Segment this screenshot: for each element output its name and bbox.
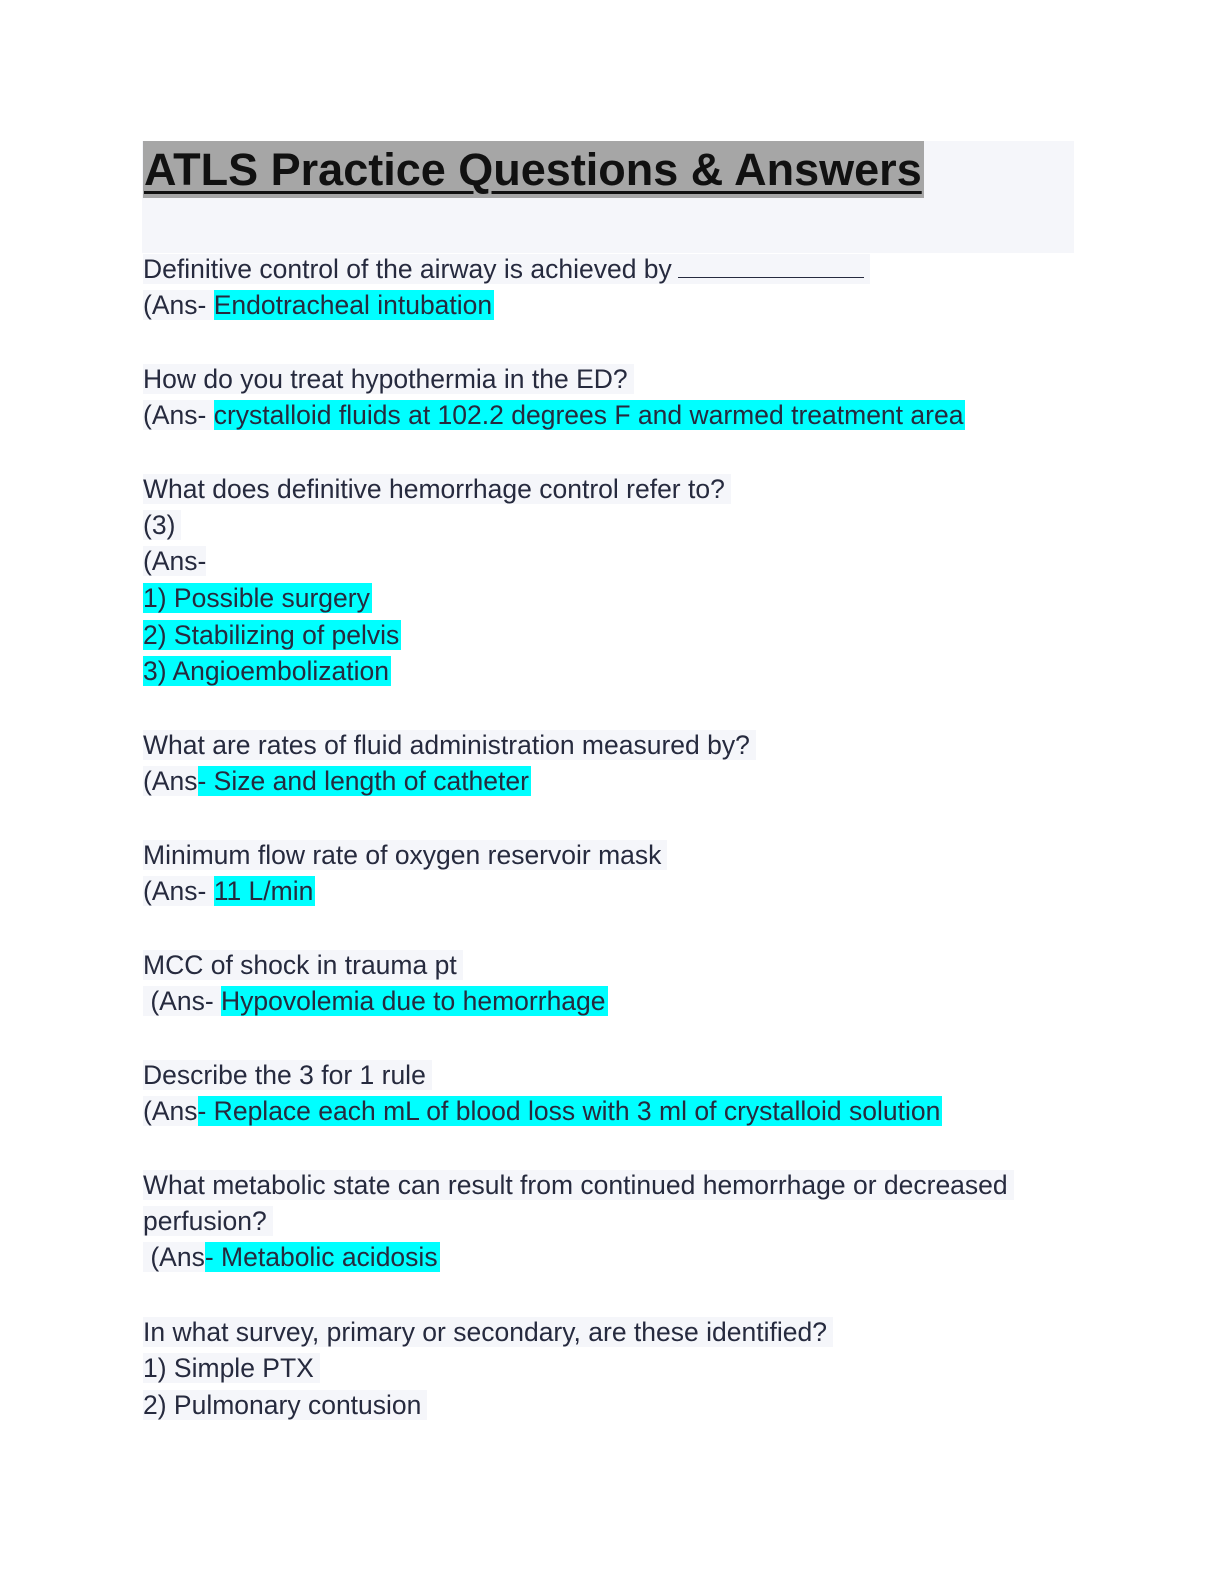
question-7-text: Describe the 3 for 1 rule	[143, 1060, 432, 1090]
question-9	[143, 1314, 833, 1350]
answer-8-text: - Metabolic acidosis	[204, 1242, 438, 1272]
question-5-text: Minimum flow rate of oxygen reservoir mask	[143, 840, 667, 870]
answer-3-item-3-text: 3) Angioembolization	[143, 656, 390, 686]
answer-prefix: (Ans-	[143, 986, 222, 1016]
answer-3-item-3	[143, 653, 391, 689]
question-7	[143, 1057, 432, 1093]
question-1	[143, 251, 870, 287]
answer-4-text: - Size and length of catheter	[197, 766, 529, 796]
question-4-text: What are rates of fluid administration measured by?	[143, 730, 756, 760]
question-9-item-2-text: 2) Pulmonary contusion	[143, 1390, 427, 1420]
question-6	[143, 947, 463, 983]
question-6-text: MCC of shock in trauma pt	[143, 950, 463, 980]
question-3-note	[143, 507, 181, 543]
question-8-line-1	[143, 1167, 1014, 1203]
question-3-count: (3)	[143, 510, 181, 540]
question-9-item-1-text: 1) Simple PTX	[143, 1353, 320, 1383]
question-3	[143, 471, 731, 507]
question-8-text-1: What metabolic state can result from continued hemorrhage or decreased	[143, 1170, 1014, 1200]
answer-prefix: (Ans	[143, 1096, 198, 1126]
answer-5	[143, 873, 315, 909]
answer-3-prefix-line	[143, 543, 206, 579]
answer-3-item-1	[143, 580, 372, 616]
answer-7	[143, 1093, 942, 1129]
answer-5-text: 11 L/min	[213, 876, 314, 906]
question-5	[143, 837, 667, 873]
answer-1-text: Endotracheal intubation	[213, 290, 493, 320]
answer-1	[143, 287, 494, 323]
question-2-text: How do you treat hypothermia in the ED?	[143, 364, 634, 394]
answer-prefix: (Ans	[143, 766, 198, 796]
question-9-item-1	[143, 1350, 320, 1386]
answer-2-text: crystalloid fluids at 102.2 degrees F and warmed treatment area	[213, 400, 964, 430]
answer-7-text: - Replace each mL of blood loss with 3 ml of crystalloid solution	[197, 1096, 941, 1126]
question-9-text: In what survey, primary or secondary, are these identified?	[143, 1317, 833, 1347]
answer-3-item-2-text: 2) Stabilizing of pelvis	[143, 620, 400, 650]
answer-3-item-2	[143, 617, 401, 653]
answer-6-text: Hypovolemia due to hemorrhage	[221, 986, 606, 1016]
question-8-text-2: perfusion?	[143, 1206, 273, 1236]
answer-3-item-1-text: 1) Possible surgery	[143, 583, 370, 613]
answer-4	[143, 763, 531, 799]
answer-8	[143, 1239, 440, 1275]
question-8-line-2	[143, 1203, 273, 1239]
question-9-item-2	[143, 1387, 427, 1423]
answer-prefix: (Ans-	[143, 546, 207, 576]
answer-prefix: (Ans-	[143, 400, 214, 430]
answer-2	[143, 397, 965, 433]
question-1-text: Definitive control of the airway is achieved by	[143, 254, 870, 284]
answer-blank	[678, 251, 864, 278]
answer-prefix: (Ans	[143, 1242, 205, 1272]
question-2	[143, 361, 634, 397]
question-3-text: What does definitive hemorrhage control refer to?	[143, 474, 731, 504]
page-title: ATLS Practice Questions & Answers	[143, 141, 924, 198]
answer-prefix: (Ans-	[143, 876, 214, 906]
answer-prefix: (Ans-	[143, 290, 214, 320]
answer-6	[143, 983, 608, 1019]
question-4	[143, 727, 756, 763]
